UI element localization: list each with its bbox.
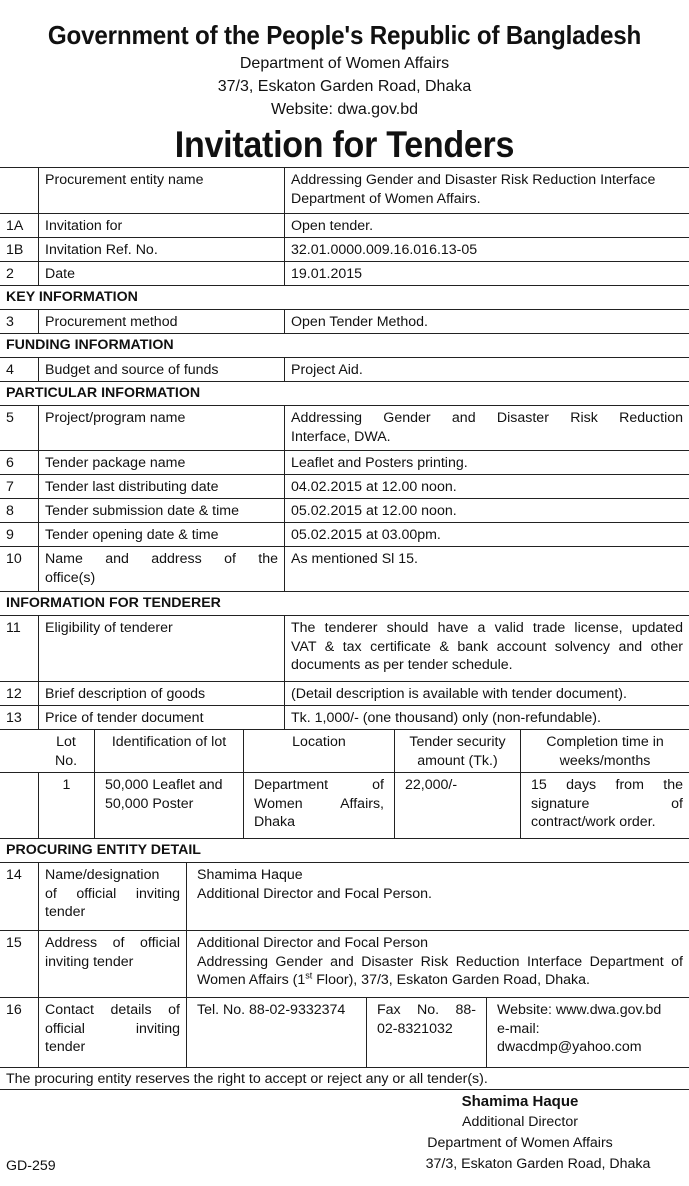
row-value: Open tender. [284, 214, 689, 237]
row-label: Brief description of goods [38, 682, 284, 705]
row-number: 8 [6, 503, 14, 519]
location-header: Location [243, 730, 394, 772]
row-value: (Detail description is available with tender document). [284, 682, 689, 705]
row-value: Leaflet and Posters printing. [284, 451, 689, 474]
row-label: Procurement method [38, 310, 284, 333]
row-value: Shamima Haque Additional Director and Focal Person. [186, 863, 689, 930]
row-label: Invitation for [38, 214, 284, 237]
row-number: 1A [6, 218, 24, 234]
contact-telephone: Tel. No. 88-02-9332374 [186, 998, 366, 1067]
table-row [0, 167, 689, 213]
table-row [0, 615, 689, 681]
table-row [0, 498, 689, 522]
row-label: Name and address of the office(s) [38, 547, 284, 591]
row-value: Open Tender Method. [284, 310, 689, 333]
signatory-address: 37/3, Eskaton Garden Road, Dhaka [425, 1156, 651, 1172]
table-row [0, 450, 689, 474]
signatory-department: Department of Women Affairs [427, 1135, 613, 1151]
table-row [0, 213, 689, 237]
row-number: 5 [6, 410, 14, 426]
table-row [0, 930, 689, 997]
row-number: 3 [6, 314, 14, 330]
lot-table-row [0, 772, 689, 838]
row-label: Name/designation of official inviting tender [38, 863, 186, 930]
row-label: Tender opening date & time [38, 523, 284, 546]
department-name: Department of Women Affairs [239, 55, 450, 72]
row-number: 12 [6, 686, 22, 702]
row-label: Address of official inviting tender [38, 931, 186, 997]
table-row [0, 357, 689, 381]
row-value: 05.02.2015 at 03.00pm. [284, 523, 689, 546]
row-value: 05.02.2015 at 12.00 noon. [284, 499, 689, 522]
row-label: Project/program name [38, 406, 284, 450]
row-number: 7 [6, 479, 14, 495]
government-title: Government of the People's Republic of Bangladesh [47, 20, 642, 50]
table-row [0, 681, 689, 705]
row-value: Addressing Gender and Disaster Risk Reduction Interface Department of Women Affairs. [284, 168, 689, 213]
row-label: Contact details of official inviting tender [38, 998, 186, 1067]
row-number: 9 [6, 527, 14, 543]
table-row [0, 705, 689, 729]
lot-number: 1 [38, 773, 94, 838]
contact-web-email: Website: www.dwa.gov.bd e-mail: dwacdmp@yahoo.com [486, 998, 689, 1067]
row-value: The tenderer should have a valid trade license, updated VAT & tax certificate & bank account solvency and other documents as per tender schedule. [284, 616, 689, 681]
row-number: 13 [6, 710, 22, 726]
row-value: As mentioned Sl 15. [284, 547, 689, 591]
row-value: 32.01.0000.009.16.016.13-05 [284, 238, 689, 261]
row-value: Project Aid. [284, 358, 689, 381]
row-number: 4 [6, 362, 14, 378]
row-label: Budget and source of funds [38, 358, 284, 381]
row-number: 15 [6, 935, 22, 951]
section-heading: PROCURING ENTITY DETAIL [0, 838, 689, 862]
reservation-note: The procuring entity reserves the right to accept or reject any or all tender(s). [0, 1067, 689, 1089]
row-number: 2 [6, 266, 14, 282]
section-heading: PARTICULAR INFORMATION [0, 381, 689, 405]
security-header: Tender security amount (Tk.) [394, 730, 520, 772]
row-value: 19.01.2015 [284, 262, 689, 285]
completion-header: Completion time in weeks/months [520, 730, 689, 772]
table-row [0, 997, 689, 1067]
row-label: Tender package name [38, 451, 284, 474]
department-address: 37/3, Eskaton Garden Road, Dhaka [217, 78, 472, 95]
row-label: Tender last distributing date [38, 475, 284, 498]
row-label: Invitation Ref. No. [38, 238, 284, 261]
row-label: Eligibility of tenderer [38, 616, 284, 681]
table-row [0, 862, 689, 930]
lot-table-header [0, 729, 689, 772]
row-label: Date [38, 262, 284, 285]
table-row [0, 474, 689, 498]
row-value: Tk. 1,000/- (one thousand) only (non-refundable). [284, 706, 689, 729]
row-value: Additional Director and Focal Person Addressing Gender and Disaster Risk Reduction Interface Department of Women Affairs (1st Floor), 37/3, Eskaton Garden Road, Dhaka. [186, 931, 689, 997]
table-row [0, 309, 689, 333]
row-label: Price of tender document [38, 706, 284, 729]
section-heading: INFORMATION FOR TENDERER [0, 591, 689, 615]
row-number: 14 [6, 867, 22, 883]
lot-security-amount: 22,000/- [394, 773, 520, 838]
table-row [0, 522, 689, 546]
lot-identification: 50,000 Leaflet and 50,000 Poster [94, 773, 243, 838]
lot-completion-time: 15 days from the signature of contract/work order. [520, 773, 689, 838]
signatory-title: Additional Director [462, 1114, 578, 1130]
row-label: Procurement entity name [38, 168, 284, 213]
row-number: 1B [6, 242, 24, 258]
row-number: 6 [6, 455, 14, 471]
department-website: Website: dwa.gov.bd [270, 101, 419, 118]
lot-location: Department of Women Affairs, Dhaka [243, 773, 394, 838]
section-heading: FUNDING INFORMATION [0, 333, 689, 357]
row-number: 16 [6, 1002, 22, 1018]
lot-no-header: Lot No. [54, 734, 78, 769]
gd-code: GD-259 [6, 1158, 56, 1174]
contact-fax: Fax No. 88- 02-8321032 [366, 998, 486, 1067]
page-title: Invitation for Tenders [174, 124, 515, 165]
table-row [0, 237, 689, 261]
row-value: Addressing Gender and Disaster Risk Reduction Interface, DWA. [284, 406, 689, 450]
table-bottom-border [0, 1089, 689, 1090]
section-heading: KEY INFORMATION [0, 285, 689, 309]
table-row [0, 546, 689, 591]
row-value: 04.02.2015 at 12.00 noon. [284, 475, 689, 498]
row-label: Tender submission date & time [38, 499, 284, 522]
row-number [0, 168, 38, 213]
table-row [0, 405, 689, 450]
identification-header: Identification of lot [94, 730, 243, 772]
row-number: 11 [6, 620, 21, 636]
signatory-name: Shamima Haque [461, 1093, 579, 1110]
row-number: 10 [6, 551, 22, 567]
table-row [0, 261, 689, 285]
